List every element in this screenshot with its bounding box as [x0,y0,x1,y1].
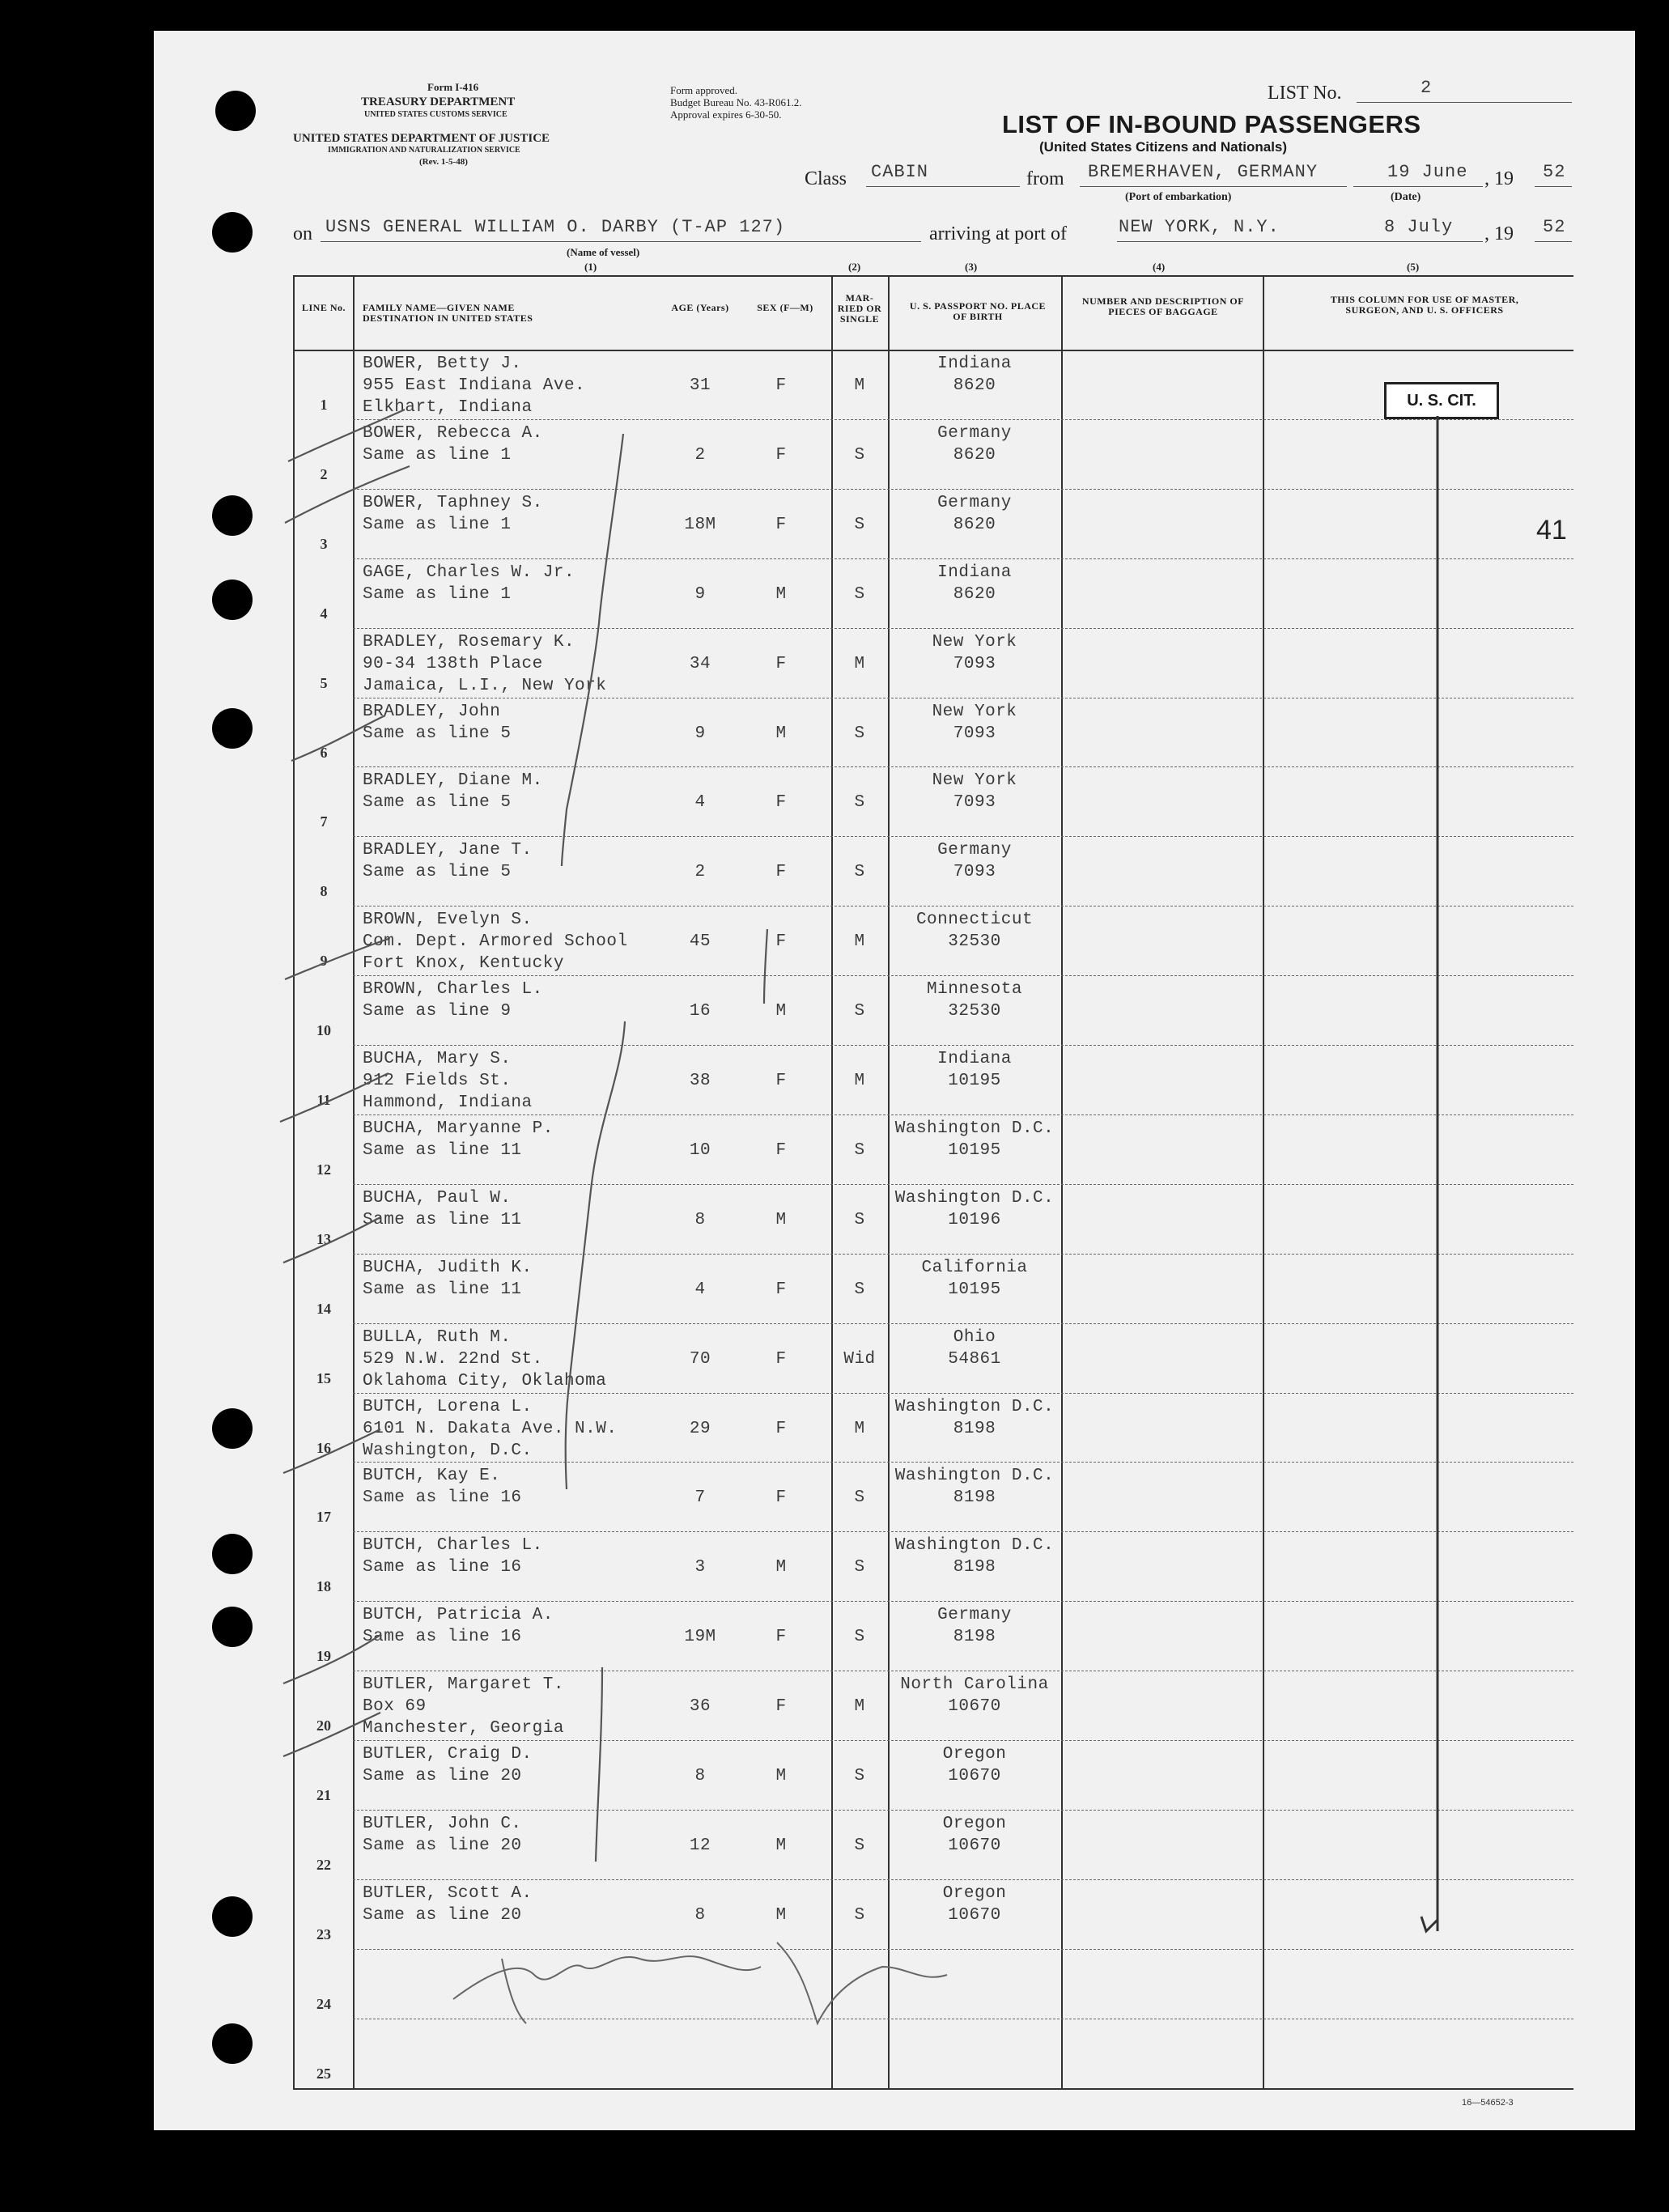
line-number: 22 [316,1856,331,1873]
passenger-sex: M [775,1002,787,1021]
passenger-sex: M [775,584,787,604]
passenger-name-line: BUTCH, Patricia A. [363,1606,554,1625]
passenger-name-line: Same as line 20 [363,1905,522,1925]
row-divider [353,1531,1573,1532]
form-title: LIST OF IN-BOUND PASSENGERS [1002,110,1421,138]
row-divider [353,1184,1573,1185]
ins-service: IMMIGRATION AND NATURALIZATION SERVICE [328,146,520,155]
row-divider [353,1045,1573,1046]
punch-hole [212,708,253,749]
table-header-rule [293,350,1573,351]
passenger-name-line: Fort Knox, Kentucky [363,954,564,974]
line-number: 6 [320,744,328,761]
row-divider [353,1462,1573,1463]
embark-port-underline [1080,186,1347,187]
line-number: 24 [316,1995,331,2012]
embark-year-prefix: , 19 [1484,168,1514,189]
place-of-birth: Germany [937,423,1012,443]
form-footer-number: 16—54652-3 [1462,2098,1514,2108]
header-age: AGE (Years) [671,302,729,313]
passenger-sex: F [775,1419,787,1438]
passenger-sex: F [775,1628,787,1647]
place-of-birth: Oregon [942,1745,1007,1764]
passenger-ms: M [854,376,865,395]
passenger-age: 19M [684,1628,716,1647]
row-divider [353,975,1573,976]
column-number: (3) [965,261,978,273]
class-underline [866,186,1020,187]
passenger-sex: F [775,1140,787,1160]
passenger-sex: M [775,1767,787,1785]
passport-number: 10196 [948,1210,1001,1229]
place-of-birth: Connecticut [915,911,1034,930]
place-of-birth: Washington D.C. [894,1188,1055,1208]
passenger-name-line: 529 N.W. 22nd St. [363,1349,543,1369]
passenger-sex: M [775,1558,787,1577]
revision: (Rev. 1-5-48) [419,157,468,167]
punch-hole [212,2023,253,2064]
passenger-name-line: BRADLEY, Rosemary K. [363,632,575,652]
pencil-count-note: 41 [1536,515,1567,546]
line-number: 8 [320,883,328,900]
line-number: 20 [316,1717,331,1734]
treasury-dept: TREASURY DEPARTMENT [361,96,516,108]
passenger-age: 45 [689,932,711,952]
passenger-sex: F [775,376,787,395]
passenger-name-line: BUCHA, Maryanne P. [363,1119,554,1138]
form-number: Form I-416 [427,81,479,93]
line-number: 4 [320,605,328,622]
passenger-name-line: Same as line 1 [363,584,512,604]
place-of-birth: New York [932,632,1017,652]
list-no-underline [1357,102,1572,103]
column-number: (4) [1153,261,1166,273]
passenger-age: 8 [694,1210,706,1229]
passenger-ms: S [854,793,865,813]
justice-dept: UNITED STATES DEPARTMENT OF JUSTICE [293,132,550,145]
passenger-ms: Wid [843,1349,876,1369]
us-citizen-stamp: U. S. CIT. [1384,382,1499,419]
passenger-name-line: Same as line 1 [363,515,512,534]
passenger-name-line: 90-34 138th Place [363,654,543,673]
vessel-underline [321,241,921,242]
passenger-age: 2 [694,863,706,882]
passenger-ms: M [854,1697,865,1717]
line-number: 3 [320,535,328,552]
passenger-ms: S [854,515,865,534]
passport-number: 7093 [953,863,996,882]
passenger-age: 38 [689,1072,711,1090]
place-of-birth: Indiana [937,355,1012,373]
passport-number: 10195 [948,1072,1001,1090]
place-of-birth: North Carolina [900,1675,1049,1695]
passport-number: 8198 [953,1628,996,1647]
line-number: 1 [320,397,328,413]
passenger-name-line: 912 Fields St. [363,1072,512,1090]
table-border-left [293,275,295,2090]
passenger-ms: S [854,1905,865,1925]
passenger-age: 70 [689,1349,711,1369]
passenger-name-line: Same as line 11 [363,1140,522,1160]
row-divider [353,1254,1573,1255]
passenger-name-line: Com. Dept. Armored School [363,932,628,952]
line-number: 15 [316,1369,331,1386]
line-number: 25 [316,2065,331,2082]
row-divider [353,1114,1573,1115]
place-of-birth: Ohio [953,1327,996,1347]
row-divider [353,836,1573,837]
row-divider [353,419,1573,420]
passenger-name-line: BUTLER, Margaret T. [363,1675,564,1695]
passenger-age: 3 [694,1558,706,1577]
passenger-name-line: BUTLER, Craig D. [363,1745,533,1764]
passport-number: 8198 [953,1488,996,1508]
passenger-name-line: BRADLEY, Diane M. [363,771,543,791]
passenger-name-line: Hammond, Indiana [363,1093,533,1112]
header-sex: SEX (F—M) [757,302,813,313]
list-no-value: 2 [1421,78,1433,98]
row-divider [353,558,1573,559]
passenger-sex: M [775,1905,787,1925]
passenger-name-line: Same as line 11 [363,1210,522,1229]
date-caption: (Date) [1391,191,1421,203]
line-number: 2 [320,465,328,482]
line-number: 10 [316,1022,331,1039]
passenger-age: 31 [689,376,711,395]
arrival-year-prefix: , 19 [1484,223,1514,244]
row-divider [353,766,1573,767]
passenger-sex: F [775,654,787,673]
passenger-age: 29 [689,1419,711,1438]
table-bottom-rule [293,2088,1573,2090]
passenger-name-line: BUCHA, Paul W. [363,1188,512,1208]
line-number: 23 [316,1925,331,1942]
arrival-year-value: 52 [1543,217,1566,237]
header-passport: U. S. PASSPORT NO. PLACE OF BIRTH [909,300,1047,322]
passenger-name-line: BROWN, Charles L. [363,980,543,1000]
arriving-label: arriving at port of [929,223,1067,244]
passenger-ms: S [854,863,865,882]
embark-year-value: 52 [1543,162,1566,182]
passenger-name-line: 955 East Indiana Ave. [363,376,586,395]
passenger-sex: F [775,1280,787,1299]
punch-hole [212,1408,253,1449]
passenger-sex: F [775,1072,787,1090]
passenger-name-line: Same as line 16 [363,1488,522,1508]
column-number: (1) [584,261,597,273]
passenger-name-line: BUTCH, Charles L. [363,1536,543,1556]
column-divider [831,275,833,2090]
line-number: 14 [316,1300,331,1317]
passport-number: 7093 [953,654,996,673]
passenger-age: 16 [689,1002,711,1021]
place-of-birth: California [921,1258,1028,1277]
header-officers: THIS COLUMN FOR USE OF MASTER, SURGEON, AND U. S. OFFICERS [1330,294,1519,316]
passport-number: 10670 [948,1767,1001,1785]
passenger-name-line: BUCHA, Mary S. [363,1050,512,1068]
place-of-birth: Washington D.C. [894,1467,1055,1486]
line-number: 17 [316,1509,331,1526]
passenger-sex: F [775,515,787,534]
line-number: 13 [316,1230,331,1247]
passport-number: 7093 [953,793,996,813]
embark-port-caption: (Port of embarkation) [1125,191,1232,203]
arrival-port-underline [1117,241,1483,242]
passenger-sex: F [775,863,787,882]
line-number: 5 [320,674,328,691]
place-of-birth: Minnesota [927,980,1022,1000]
from-label: from [1026,168,1064,189]
line-number: 7 [320,813,328,830]
row-divider [353,1810,1573,1811]
passenger-name-line: Same as line 5 [363,863,512,882]
customs-service: UNITED STATES CUSTOMS SERVICE [364,110,507,119]
passenger-age: 36 [689,1697,711,1717]
punch-hole [212,1607,253,1647]
line-number: 19 [316,1648,331,1665]
place-of-birth: Washington D.C. [894,1119,1055,1138]
header-baggage: NUMBER AND DESCRIPTION OF PIECES OF BAGGAGE [1081,295,1245,317]
passport-number: 10670 [948,1836,1001,1855]
passenger-sex: M [775,1836,787,1855]
passenger-age: 4 [694,1280,706,1299]
passenger-sex: F [775,1697,787,1717]
row-divider [353,1323,1573,1324]
passenger-sex: M [775,1210,787,1229]
place-of-birth: Germany [937,841,1012,860]
passenger-name-line: Manchester, Georgia [363,1719,564,1739]
passenger-name-line: Same as line 9 [363,1002,512,1021]
passport-number: 8620 [953,515,996,534]
embark-year-underline [1535,186,1572,187]
vessel-caption: (Name of vessel) [567,246,640,258]
passenger-age: 9 [694,724,706,743]
passport-number: 8198 [953,1419,996,1438]
passport-number: 8620 [953,376,996,395]
passport-number: 8620 [953,445,996,465]
passport-number: 54861 [948,1349,1001,1369]
passenger-name-line: Same as line 11 [363,1280,522,1299]
passenger-age: 9 [694,584,706,604]
passenger-ms: S [854,1628,865,1647]
row-divider [353,489,1573,490]
passenger-name-line: BUTLER, John C. [363,1814,522,1833]
place-of-birth: Germany [937,1606,1012,1625]
passenger-ms: S [854,1210,865,1229]
arrival-year-underline [1535,241,1572,242]
punch-hole [212,212,253,253]
vessel-value: USNS GENERAL WILLIAM O. DARBY (T-AP 127) [325,217,786,237]
header-married: MAR- RIED OR SINGLE [837,292,882,325]
passenger-sex: F [775,1349,787,1369]
passenger-name-line: BOWER, Rebecca A. [363,423,543,443]
arrival-port-value: NEW YORK, N.Y. [1119,217,1280,237]
row-divider [353,628,1573,629]
passport-number: 10195 [948,1280,1001,1299]
column-divider [1061,275,1063,2090]
punch-hole [212,1534,253,1574]
row-divider [353,1949,1573,1950]
passenger-age: 7 [694,1488,706,1508]
place-of-birth: New York [932,771,1017,791]
passenger-age: 2 [694,445,706,465]
class-label: Class [805,168,847,189]
list-no-label: LIST No. [1268,83,1342,104]
place-of-birth: New York [932,702,1017,721]
passport-number: 32530 [948,1002,1001,1021]
passport-number: 10195 [948,1140,1001,1160]
passenger-ms: S [854,1558,865,1577]
passport-number: 10670 [948,1905,1001,1925]
passenger-name-line: BOWER, Taphney S. [363,493,543,512]
table-top-rule [293,275,1573,277]
approval-line-2: Budget Bureau No. 43-R061.2. [670,96,802,108]
column-number: (5) [1407,261,1420,273]
arrival-date-value: 8 July [1384,217,1454,237]
punch-hole [212,495,253,536]
row-divider [353,1740,1573,1741]
line-number: 16 [316,1439,331,1456]
passenger-name-line: Jamaica, L.I., New York [363,676,607,695]
class-value: CABIN [871,162,929,182]
passenger-ms: S [854,1002,865,1021]
embark-date-underline [1353,186,1483,187]
column-divider [888,275,890,2090]
passenger-name-line: Washington, D.C. [363,1441,533,1460]
passenger-age: 12 [689,1836,711,1855]
passenger-ms: S [854,584,865,604]
passenger-name-line: Same as line 5 [363,793,512,813]
place-of-birth: Washington D.C. [894,1397,1055,1416]
passenger-age: 10 [689,1140,711,1160]
passenger-sex: F [775,932,787,952]
passenger-ms: M [854,1072,865,1090]
place-of-birth: Germany [937,493,1012,512]
passenger-sex: M [775,724,787,743]
passenger-sex: F [775,445,787,465]
passenger-age: 8 [694,1905,706,1925]
row-divider [353,1393,1573,1394]
embark-port-value: BREMERHAVEN, GERMANY [1088,162,1319,182]
passport-number: 10670 [948,1697,1001,1717]
passenger-ms: M [854,1419,865,1438]
passenger-name-line: BUCHA, Judith K. [363,1258,533,1277]
passenger-ms: M [854,654,865,673]
passenger-age: 34 [689,654,711,673]
passenger-name-line: BUTCH, Kay E. [363,1467,501,1486]
passenger-age: 18M [684,515,716,534]
place-of-birth: Oregon [942,1883,1007,1903]
column-divider [1263,275,1264,2090]
passenger-name-line: GAGE, Charles W. Jr. [363,563,575,582]
punch-hole [215,91,256,131]
passenger-age: 4 [694,793,706,813]
place-of-birth: Oregon [942,1814,1007,1833]
passport-number: 32530 [948,932,1001,952]
passenger-name-line: Same as line 16 [363,1628,522,1647]
passenger-ms: S [854,1140,865,1160]
passenger-name-line: Same as line 20 [363,1767,522,1785]
passport-number: 7093 [953,724,996,743]
passenger-name-line: Same as line 5 [363,724,512,743]
passenger-name-line: BRADLEY, John [363,702,501,721]
passenger-name-line: Same as line 1 [363,445,512,465]
passenger-name-line: BUTCH, Lorena L. [363,1397,533,1416]
passenger-name-line: Same as line 20 [363,1836,522,1855]
line-number: 9 [320,953,328,970]
passenger-ms: S [854,724,865,743]
line-number: 21 [316,1787,331,1803]
passenger-name-line: Box 69 [363,1697,427,1717]
passenger-name-line: BRADLEY, Jane T. [363,841,533,860]
line-number: 11 [316,1092,331,1108]
passenger-ms: S [854,445,865,465]
place-of-birth: Washington D.C. [894,1536,1055,1556]
row-divider [353,1601,1573,1602]
passenger-sex: F [775,1488,787,1508]
passenger-name-line: 6101 N. Dakata Ave. N.W. [363,1419,618,1438]
row-divider [353,1879,1573,1880]
passenger-name-line: Elkhart, Indiana [363,398,533,417]
passport-number: 8198 [953,1558,996,1577]
punch-hole [212,580,253,620]
passenger-ms: S [854,1767,865,1785]
passenger-ms: S [854,1488,865,1508]
place-of-birth: Indiana [937,1050,1012,1068]
passenger-name-line: Same as line 16 [363,1558,522,1577]
passenger-age: 8 [694,1767,706,1785]
passenger-name-line: BUTLER, Scott A. [363,1883,533,1903]
approval-line-3: Approval expires 6-30-50. [670,108,782,121]
column-number: (2) [848,261,861,273]
on-label: on [293,223,312,244]
line-number: 18 [316,1578,331,1595]
passenger-name-line: Oklahoma City, Oklahoma [363,1371,607,1390]
header-line-no: LINE No. [301,302,346,313]
place-of-birth: Indiana [937,563,1012,582]
passenger-name-line: BROWN, Evelyn S. [363,911,533,930]
passenger-ms: S [854,1836,865,1855]
approval-line-1: Form approved. [670,84,738,96]
passenger-sex: F [775,793,787,813]
line-number: 12 [316,1161,331,1178]
passport-number: 8620 [953,584,996,604]
passenger-name-line: BULLA, Ruth M. [363,1327,512,1347]
form-subtitle: (United States Citizens and Nationals) [1039,139,1288,155]
passenger-ms: S [854,1280,865,1299]
header-name: FAMILY NAME—GIVEN NAME DESTINATION IN UNITED STATES [363,302,533,324]
embark-date-value: 19 June [1387,162,1468,182]
passenger-ms: M [854,932,865,952]
column-divider [353,275,355,2090]
passenger-name-line: BOWER, Betty J. [363,355,522,373]
punch-hole [212,1896,253,1937]
